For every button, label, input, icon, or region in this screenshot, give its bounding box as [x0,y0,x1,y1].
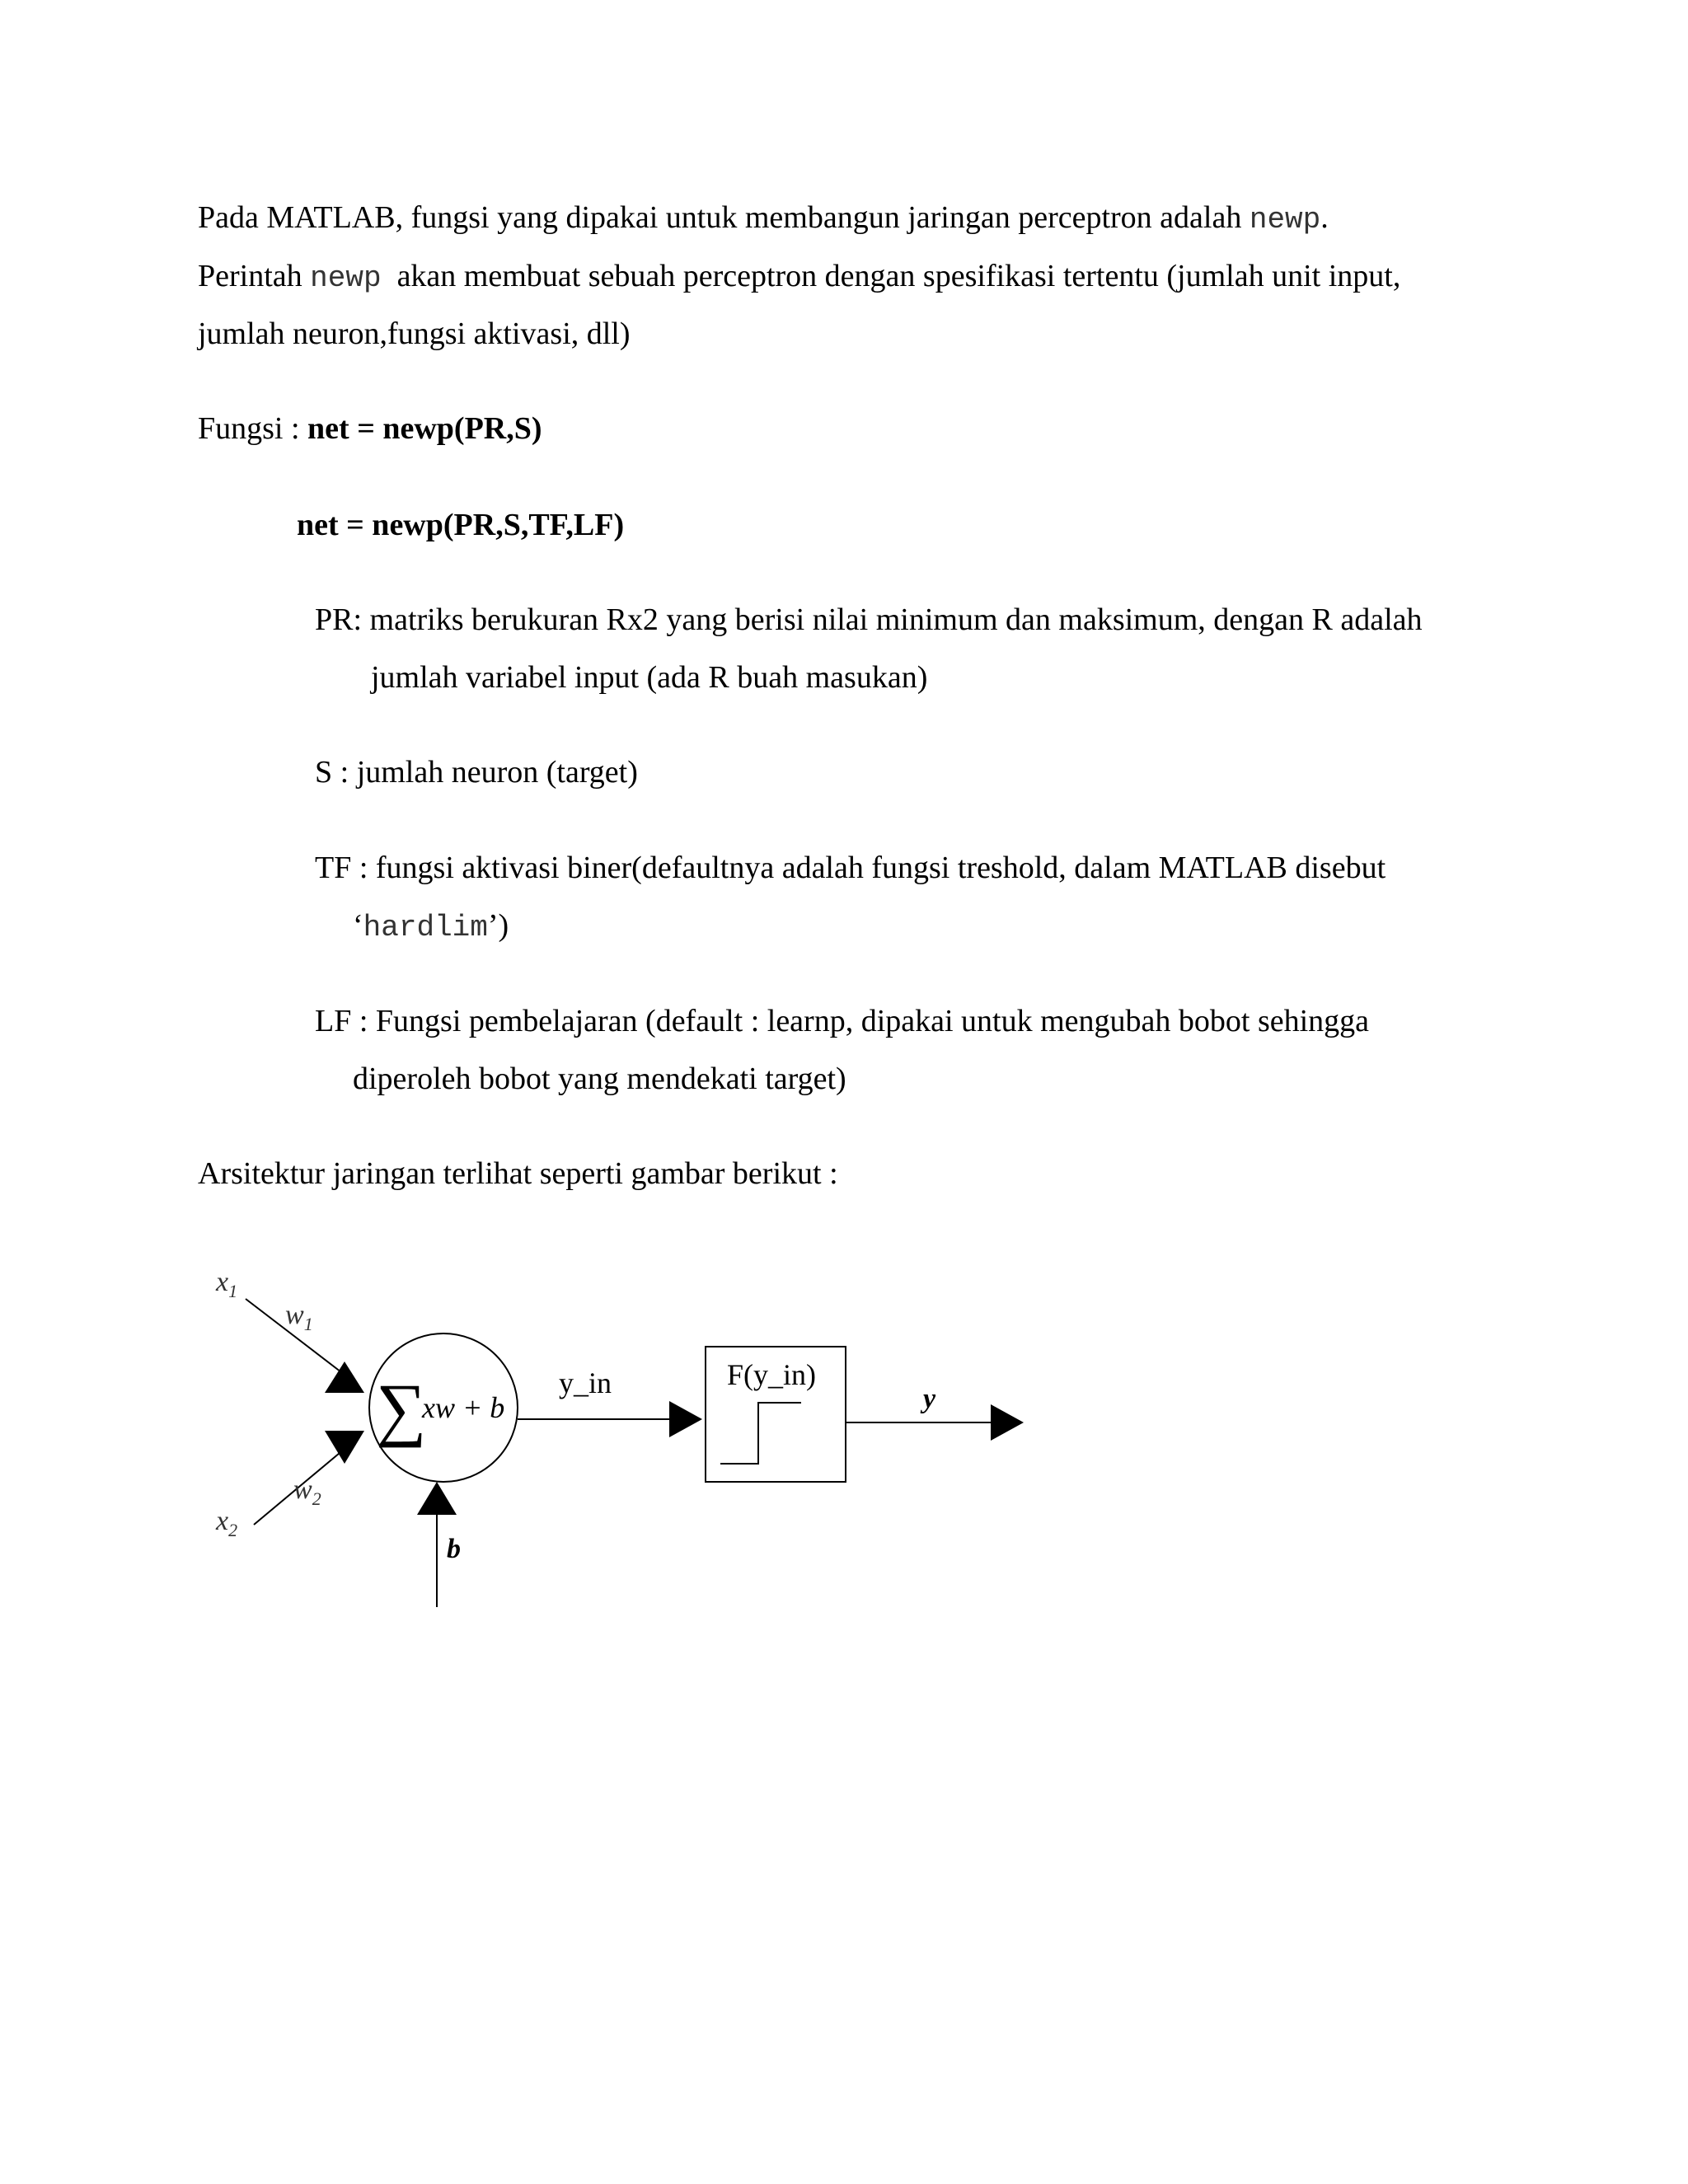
param-pr-text-1: PR: matriks berukuran Rx2 yang berisi nilai minimum dan maksimum, dengan R adalah [315,602,1423,637]
code-hardlim: hardlim [363,911,488,944]
label-x2: $x_2$ [216,1506,238,1540]
sum-expression: xw + b [422,1391,505,1424]
label-y-in: y_in [559,1366,612,1399]
intro-line-1-text: Pada MATLAB, fungsi yang dipakai untuk membangun jaringan perceptron adalah [198,200,1250,235]
label-b: b [447,1534,461,1564]
arrowhead-right-output [991,1404,1024,1441]
function-label: Fungsi : [198,411,308,446]
arrowhead-up-bias [417,1482,457,1515]
arrowhead-down-w2 [325,1431,364,1464]
param-pr-text-2: jumlah variabel input (ada R buah masukan) [371,660,928,695]
quote-open: ‘ [353,908,363,943]
label-y: y [923,1384,936,1414]
code-newp-1: newp [1249,203,1321,237]
param-tf-text-1: TF : fungsi aktivasi biner(defaultnya adalah fungsi treshold, dalam MATLAB disebut [315,851,1386,885]
sum-symbol: ∑ [376,1369,427,1448]
quote-close: ’) [487,908,509,943]
intro-line-2-start: Perintah [198,259,311,293]
param-s-text: S : jumlah neuron (target) [315,755,638,790]
function-syntax-1: net = newp(PR,S) [307,411,542,446]
arrowhead-up-w1 [325,1361,364,1393]
intro-line-2-text: akan membuat sebuah perceptron dengan spesifikasi tertentu (jumlah unit input, [381,259,1401,293]
param-lf-text-1: LF : Fungsi pembelajaran (default : learnp, dipakai untuk mengubah bobot sehingga [315,1004,1370,1038]
label-w1: $w_1$ [285,1300,313,1334]
caption-text: Arsitektur jaringan terlihat seperti gambar berikut : [198,1156,838,1191]
arrowhead-right-y-in [669,1401,702,1437]
intro-line-3-text: jumlah neuron,fungsi aktivasi, dll) [198,316,631,351]
label-w2: $w_2$ [293,1474,321,1509]
code-newp-2: newp [310,261,382,295]
function-syntax-2: net = newp(PR,S,TF,LF) [297,508,625,542]
intro-line-1-end: . [1320,200,1329,235]
param-lf-text-2: diperoleh bobot yang mendekati target) [353,1062,846,1096]
label-x1: $x_1$ [216,1267,238,1301]
label-f-y-in: F(y_in) [727,1358,816,1391]
